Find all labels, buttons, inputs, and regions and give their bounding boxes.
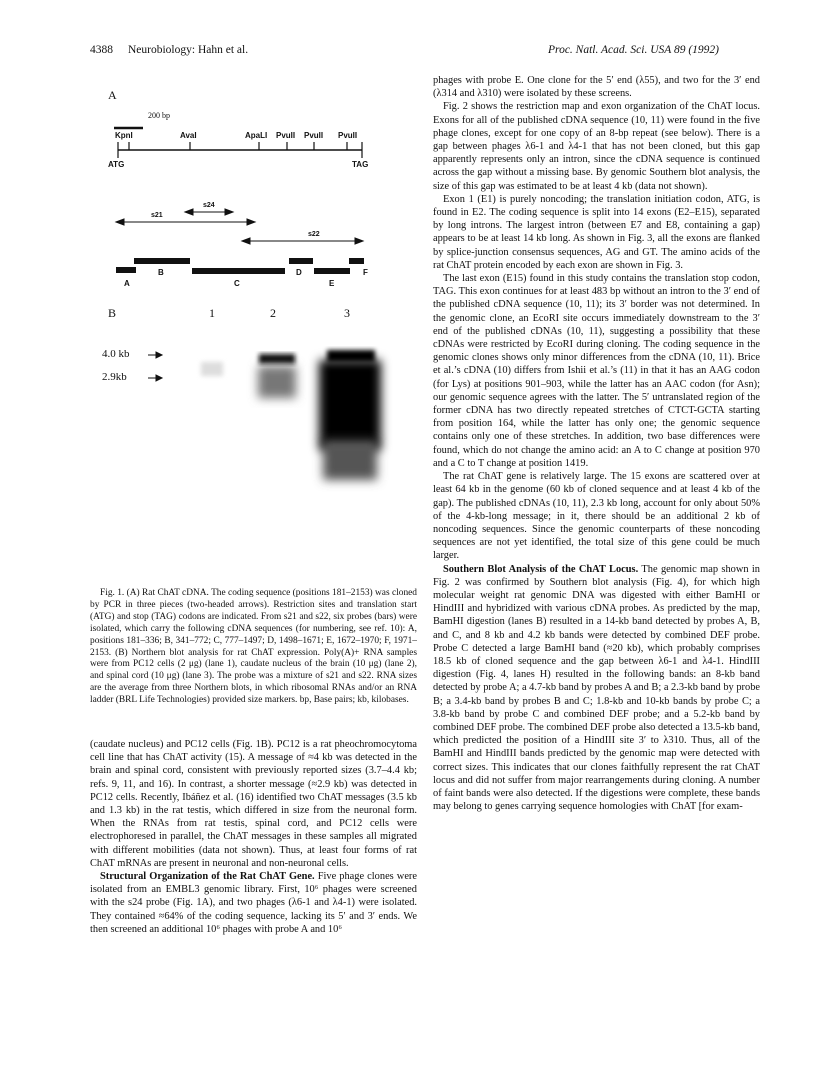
- section-heading-southern: Southern Blot Analysis of the ChAT Locus.: [443, 563, 639, 575]
- site-apali: ApaLI: [245, 131, 268, 140]
- probe-c-bar: [192, 268, 285, 274]
- marker-4kb-label: 4.0 kb: [102, 348, 130, 360]
- probe-f-bar: [349, 258, 364, 264]
- lane-2-band: [259, 354, 295, 364]
- northern-blot: [148, 350, 381, 480]
- right-paragraph-3: Exon 1 (E1) is purely noncoding; the translation initiation codon, ATG, is found in E2. The coding sequence is split into 14 exons (E2–E15), separated by long introns. The largest intron (between E7 and E8, containing a gap) appears to be at least 14 kb long. As shown in Fig. 3, all the exons are flanked by splice-junction consensus sequences, AG and GT. The amino acids of the rat ChAT protein encoded by each exon are shown in Fig. 3.: [433, 193, 760, 271]
- probe-f-label: F: [363, 268, 368, 277]
- probe-e-label: E: [329, 279, 335, 288]
- marker-2-9kb-label: 2.9kb: [102, 371, 127, 383]
- panel-b-label: B: [108, 306, 117, 320]
- probe-bars: [116, 258, 364, 274]
- right-paragraph-5: The rat ChAT gene is relatively large. The 15 exons are scattered over at least 64 kb in the genome (60 kb of cloned sequence and at least 4 kb of the gap). The published cDNAs (10, 11), 2.3 kb long, account for only about 50% of the 4-kb-long message; in it, there should be an additional 2 kb of noncoding sequences. Since the genomic counterparts of these noncoding sequences are not yet identified, the total size of this gene could be much larger.: [433, 471, 760, 562]
- site-pvuii-2: PvuII: [304, 131, 324, 140]
- lane-3-label: 3: [344, 306, 350, 320]
- probe-c-label: C: [234, 279, 240, 288]
- panel-a-label: A: [108, 88, 117, 102]
- probe-a-label: A: [124, 279, 130, 288]
- page-number: 4388: [90, 44, 113, 56]
- fragment-s24-label: s24: [203, 202, 215, 209]
- site-pvuii-3: PvuII: [338, 131, 358, 140]
- site-kpni: KpnI: [115, 131, 133, 140]
- scale-bar-label: 200 bp: [148, 111, 170, 120]
- fragment-s21-label: s21: [151, 212, 163, 219]
- left-column: [90, 738, 417, 936]
- probe-b-bar: [134, 258, 190, 264]
- running-head-journal: Proc. Natl. Acad. Sci. USA 89 (1992): [548, 44, 719, 56]
- probe-a-bar: [116, 267, 136, 273]
- probe-d-label: D: [296, 268, 302, 277]
- right-paragraph-1: phages with probe E. One clone for the 5′ end (λ55), and two for the 3′ end (λ314 and λ310) were isolated by these screens.: [433, 75, 760, 100]
- right-column: [433, 74, 760, 813]
- figure-caption: [90, 588, 417, 707]
- stop-codon-label: TAG: [352, 160, 369, 169]
- s21-arrow: [116, 219, 255, 225]
- left-paragraph-2-body: Five phage clones were isolated from an EMBL3 genomic library. First, 10⁶ phages were screened with the s24 probe (Fig. 1A), and two phages (λ6-1 and λ4-1) were isolated. They contained ≈64% of the coding sequence, lacking its 5′ and 3′ ends. We then screened an additional 10⁶ phages with probe A and 10⁶: [90, 871, 417, 935]
- lane-1-label: 1: [209, 306, 215, 320]
- right-paragraph-6-body: The genomic map shown in Fig. 2 was confirmed by Southern blot analysis (Fig. 4), for which high molecular weight rat genomic DNA was digested with either BamHI or HindIII and hybridized with various cDNA probes. As predicted by the map, BamHI digestion (lanes B) resulted in a 14-kb band detected by probes A, B, and C, and 8 kb and 4.2 kb bands were detected by combined DEF probe. Probe C detected a large BamHI band (≈20 kb), which probably comprises 18.5 kb of cloned sequence and the gap between λ6-1 and λ4-1. HindIII digestion (Fig. 4, lanes H) resulted in the following bands: an 8-kb band detected by probe A; a 4.7-kb band by probes A and B; a 2.3-kb band by probe B; a 3.4-kb band by probes B and C; 1.8-kb and 10-kb bands by probe C; a 3.8-kb band by probe C and combined DEF probe; and a 5.2-kb band by combined DEF probe. The combined DEF probe also detected a 13.5-kb band, which predicted the position of a HindIII site 3′ to λ310. Thus, all of the BamHI and HindIII bands predicted by the genomic map were detected with correct sizes. This indicates that our clones faithfully represent the rat ChAT locus and did not suffer from major rearrangements during cloning. A number of faint bands were also detected. If the digestions were complete, these bands may belong to genes carrying sequence homologies with ChAT [for exam-: [433, 563, 761, 813]
- left-paragraph-2: [90, 870, 417, 936]
- right-paragraph-4: The last exon (E15) found in this study contains the translation stop codon, TAG. This exon continues for at least 483 bp without an intron to the 3′ end of the published cDNA sequence (10, 11); its 3′ border was not determined. In the genomic clone, an EcoRI site occurs immediately downstream to the 3′ end of the published cDNAs (10, 11), suggesting a possibility that these cDNAs were restricted by EcoRI during cloning. The coding sequence in the genomic clones shows only minor differences from the cDNA (10, 11). Brice et al.’s cDNA (10) differs from Ishii et al.’s (11) in that it has an AAG codon (for Lys) at positions 901–903, while the latter has an AAC codon (for Asn); our genomic sequence agrees with the latter. The 5′ untranslated region of the former cDNA has two directly repeated stretches of CTCT-GCTA starting from position 164, while the latter has only one; the genomic sequence contains only one of these stretches. In addition, two base differences were found, which do not change the amino acid: an A to C change at position 970 and a C to T change at position 1419.: [433, 273, 760, 469]
- s22-arrow: [242, 238, 363, 244]
- right-paragraph-2: Fig. 2 shows the restriction map and exon organization of the ChAT locus. Exons for all of the published cDNA sequence (10, 11) were found in the five phage clones, except for one copy of an 8-bp repeat (see below). There is a gap between phages λ6-1 and λ4-1 that has not been cloned, but this gap apparently represents only an intron, since the cDNA sequence is continued across the gap without a missing base. By genomic Southern blot analysis, the size of this gap was estimated to be at least 4 kb (data not shown).: [433, 101, 760, 192]
- left-paragraph-1: (caudate nucleus) and PC12 cells (Fig. 1B). PC12 is a rat pheochromocytoma cell line that has ChAT activity (15). A message of ≈4 kb was detected in the brain and spinal cord, consistent with previously reported sizes (3.7–4.4 kb; refs. 9, 11, and 16). In contrast, a shorter message (≈2.9 kb) was detected in PC12 cells. Recently, Ibáñez et al. (16) identified two ChAT messages (3.5 kb and 1.3 kb) in the rat testis, which differed in size from the neuronal form. When the RNAs from rat testis, spinal cord, and PC12 cells were electrophoresed in parallel, the ChAT messages in these samples all migrated with different mobilities (data not shown). Thus, at least four forms of rat ChAT mRNAs are present in neuronal and non-neuronal cells.: [90, 739, 417, 869]
- caption-text: Fig. 1. (A) Rat ChAT cDNA. The coding sequence (positions 181–2153) was cloned by PCR in three pieces (two-headed arrows). Restriction sites and translation start (ATG) and stop (TAG) codons are indicated. From s21 and s22, six probes (bars) were isolated, which carry the following cDNA sequences (for numbering, see ref. 10): A, positions 181–336; B, 341–772; C, 777–1497; D, 1498–1671; E, 1672–1970; F, 1971–2153. (B) Northern blot analysis for rat ChAT expression. Poly(A)+ RNA samples were from PC12 cells (2 μg) (lane 1), caudate nucleus of the brain (10 μg) (lane 2), and spinal cord (10 μg) (lane 3). The probe was a mixture of s21 and s22. RNA sizes are the average from three Northern blots, in which ribosomal RNAs and/or an RNA ladder (BRL Life Technologies) provided size markers. bp, Base pairs; kb, kilobases.: [90, 588, 417, 706]
- probe-e-bar: [314, 268, 350, 274]
- running-head-authors: Neurobiology: Hahn et al.: [128, 44, 249, 56]
- site-pvuii-1: PvuII: [276, 131, 296, 140]
- probe-b-label: B: [158, 268, 164, 277]
- lane-2-label: 2: [270, 306, 276, 320]
- probe-d-bar: [289, 258, 313, 264]
- site-avai: AvaI: [180, 131, 197, 140]
- start-codon-label: ATG: [108, 160, 125, 169]
- s24-arrow: [185, 209, 233, 215]
- fragment-s22-label: s22: [308, 231, 320, 238]
- right-paragraph-6: [433, 563, 760, 814]
- section-heading-structural: Structural Organization of the Rat ChAT Gene.: [100, 871, 315, 883]
